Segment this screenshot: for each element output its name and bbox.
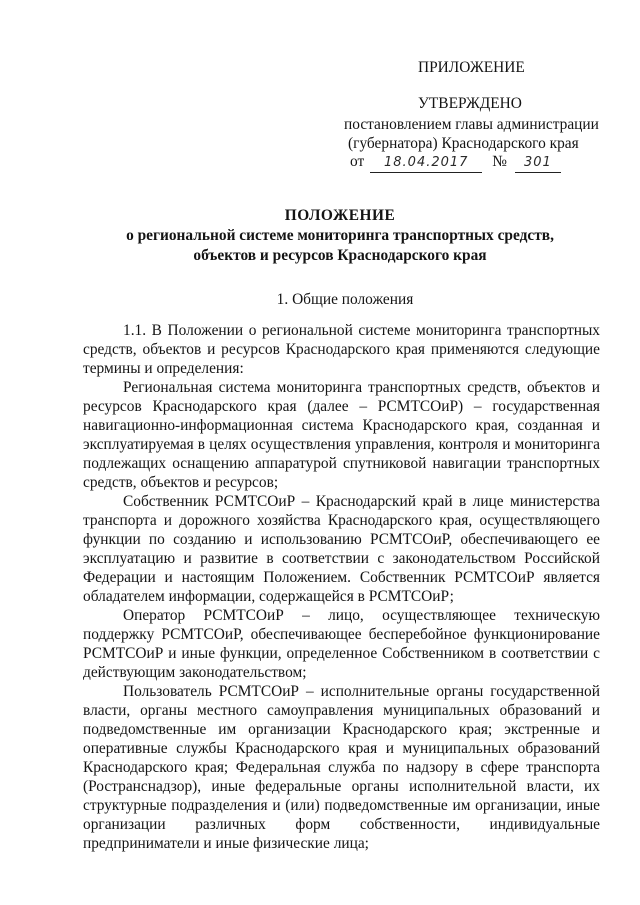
section-heading: 1. Общие положения: [276, 291, 414, 308]
paragraph-5-end: предприниматели и иные физические лица;: [83, 835, 369, 852]
approved-label: УТВЕРЖДЕНО: [418, 95, 522, 112]
paragraph-3: Собственник РСМТСОиР – Краснодарский край в лице министерства транспорта и дорожного хозяйства Краснодарского края, осуществляющего функции по созданию и использованию РСМТСОиР, обеспечивающего ее эксплуатацию и развитие в соответствии с законодательством Российской Федерации и настоящим Положением. Собственник РСМТСОиР является обладателем информации, содержащейся в РСМТСОиР;: [83, 493, 600, 605]
handwritten-date: 18.04.2017: [370, 153, 482, 173]
number-sign: №: [492, 153, 507, 170]
title-line-2: о региональной системе мониторинга транспортных средств,: [126, 227, 554, 244]
handwritten-number: 301: [515, 153, 561, 173]
decree-line-1: постановлением главы администрации: [344, 116, 599, 133]
document-title: [40, 206, 640, 266]
decree-line-2: (губернатора) Краснодарского края: [348, 135, 579, 152]
document-body: [83, 321, 600, 853]
paragraph-2: Региональная система мониторинга транспортных средств, объектов и ресурсов Краснодарского края (далее – РСМТСОиР) – государственная навигационно-информационная система Краснодарского края, созданная и эксплуатируемая в целях осуществления управления, контроля и мониторинга подлежащих оснащению аппаратурой спутниковой навигации транспортных средств, объектов и ресурсов;: [83, 379, 600, 491]
appendix-label: ПРИЛОЖЕНИЕ: [418, 59, 525, 76]
paragraph-1: 1.1. В Положении о региональной системе мониторинга транспортных средств, объектов и ресурсов Краснодарского края применяются следующие термины и определения:: [83, 322, 600, 377]
date-number-row: [350, 152, 561, 173]
paragraph-4: Оператор РСМТСОиР – лицо, осуществляющее техническую поддержку РСМТСОиР, обеспечивающее бесперебойное функционирование РСМТСОиР и иные функции, определенное Собственником в соответствии с действующим законодательством;: [83, 607, 600, 681]
title-line-3: объектов и ресурсов Краснодарского края: [193, 247, 487, 264]
paragraph-5: Пользователь РСМТСОиР – исполнительные органы государственной власти, органы местного самоуправления муниципальных образований и подведомственные им организации Краснодарского края; экстренные и оперативные службы Краснодарского края и муниципальных образований Краснодарского края; Федеральная служба по надзору в сфере транспорта (Ространснадзор), иные федеральные органы исполнительной власти, их структурные подразделения и (или) подведомственные им организации, иные организации различных форм собственности, индивидуальные: [83, 683, 600, 833]
date-prefix: от: [350, 153, 365, 170]
title-line-1: ПОЛОЖЕНИЕ: [284, 207, 396, 224]
